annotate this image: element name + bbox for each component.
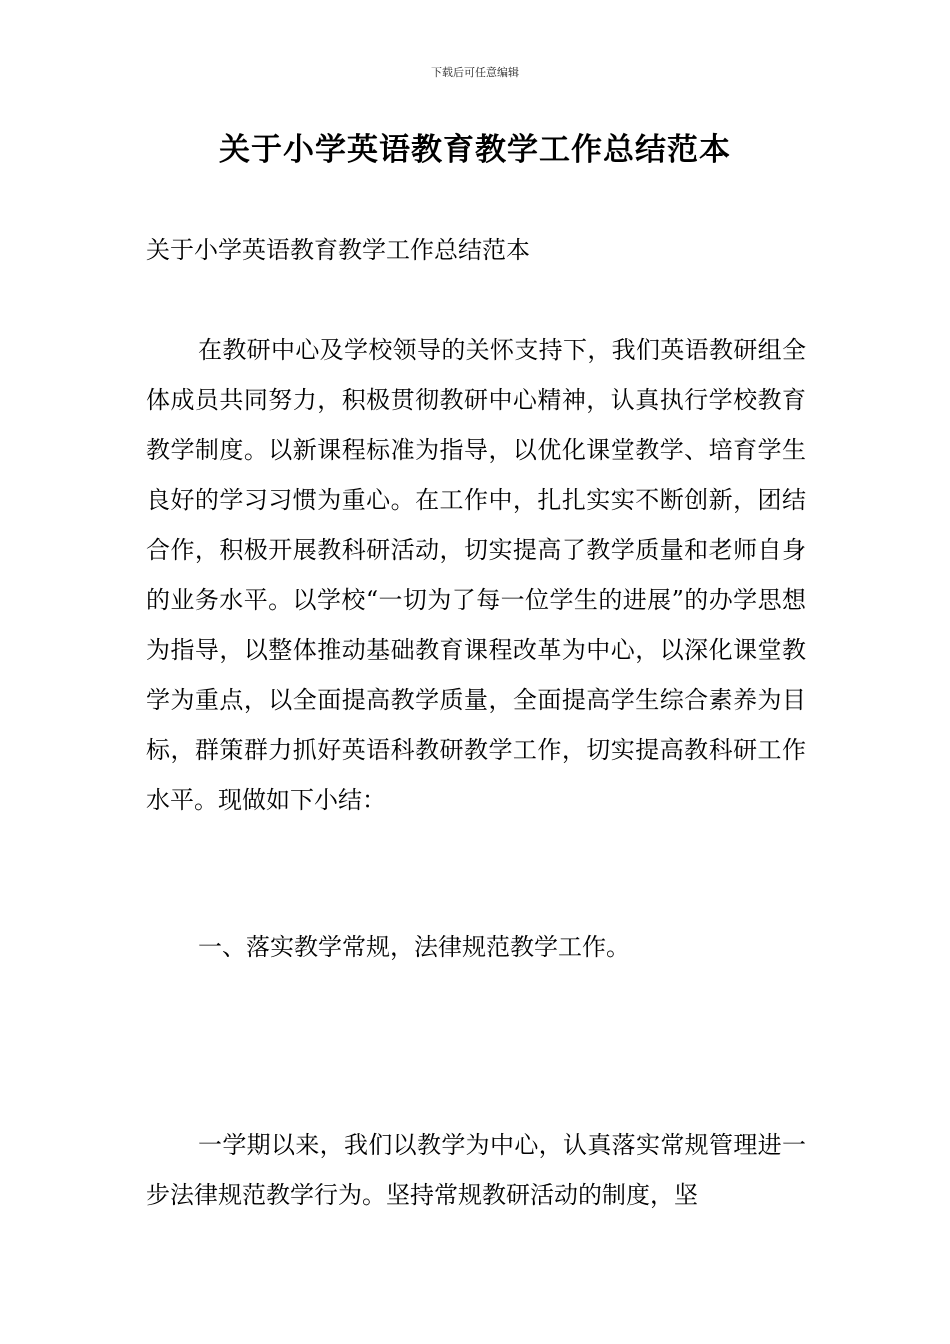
intro-paragraph: 在教研中心及学校领导的关怀支持下，我们英语教研组全体成员共同努力，积极贯彻教研中心精神，认真执行学校教育教学制度。以新课程标准为指导，以优化课堂教学、培育学生良好的学习习惯为重心。在工作中，扎扎实实不断创新，团结合作，积极开展教科研活动，切实提高了教学质量和老师自身的业务水平。以学校“一切为了每一位学生的进展”的办学思想为指导，以整体推动基础教育课程改革为中心，以深化课堂教学为重点，以全面提高教学质量，全面提高学生综合素养为目标，群策群力抓好英语科教研教学工作，切实提高教科研工作水平。现做如下小结： [146, 336, 806, 814]
document-subtitle: 关于小学英语教育教学工作总结范本 [146, 236, 530, 264]
header-note: 下载后可任意编辑 [431, 66, 519, 79]
document-title: 关于小学英语教育教学工作总结范本 [219, 132, 731, 168]
section-heading-1: 一、落实教学常规，法律规范教学工作。 [198, 933, 630, 961]
section-1-paragraph: 一学期以来，我们以教学为中心，认真落实常规管理进一步法律规范教学行为。坚持常规教研活动的制度，坚 [146, 1131, 806, 1209]
